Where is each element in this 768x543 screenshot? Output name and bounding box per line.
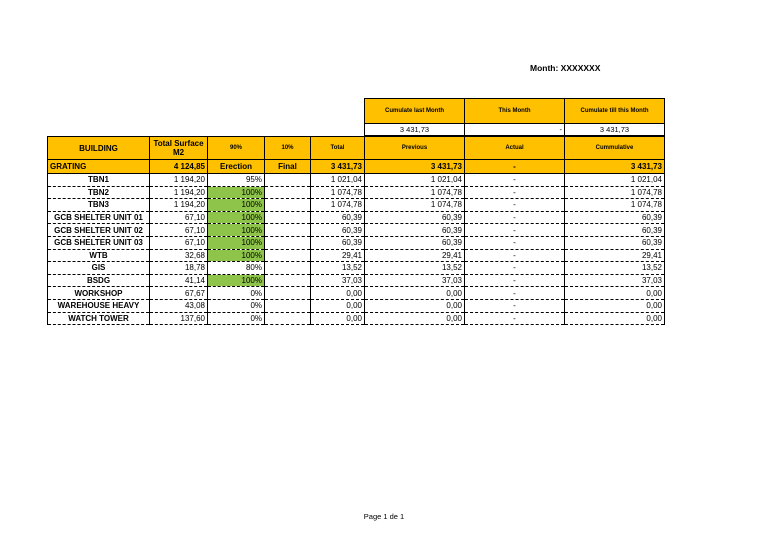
cumulative-cell: 60,39 [565, 236, 665, 249]
actual-cell: - [465, 224, 565, 237]
previous-header: Previous [365, 137, 465, 160]
percent-cell: 0% [208, 287, 265, 300]
percent-cell: 100% [208, 249, 265, 262]
actual-cell: - [465, 312, 565, 325]
progress-table [47, 136, 665, 325]
grating-cumulative: 3 431,73 [565, 160, 665, 174]
total-cell: 1 074,78 [311, 199, 365, 212]
grating-previous: 3 431,73 [365, 160, 465, 174]
surface-cell: 67,10 [150, 211, 208, 224]
empty-cell [265, 287, 311, 300]
surface-cell: 1 194,20 [150, 174, 208, 187]
empty-cell [265, 299, 311, 312]
summary-header-cell: This Month [465, 99, 565, 124]
previous-cell: 29,41 [365, 249, 465, 262]
empty-cell [265, 249, 311, 262]
percent-cell: 80% [208, 262, 265, 275]
actual-cell: - [465, 287, 565, 300]
percent-cell: 95% [208, 174, 265, 187]
surface-cell: 43,08 [150, 299, 208, 312]
surface-cell: 41,14 [150, 274, 208, 287]
pct90-header: 90% [208, 137, 265, 160]
summary-total-cell: 3 431,73 [565, 124, 665, 136]
actual-cell: - [465, 262, 565, 275]
summary-header-row [365, 99, 665, 124]
building-cell: WAREHOUSE HEAVY [48, 299, 150, 312]
total-cell: 0,00 [311, 312, 365, 325]
table-row [48, 199, 665, 212]
previous-cell: 37,03 [365, 274, 465, 287]
actual-cell: - [465, 236, 565, 249]
empty-cell [265, 211, 311, 224]
previous-cell: 13,52 [365, 262, 465, 275]
table-row [48, 287, 665, 300]
surface-cell: 32,68 [150, 249, 208, 262]
percent-cell: 100% [208, 236, 265, 249]
previous-cell: 0,00 [365, 312, 465, 325]
empty-cell [265, 174, 311, 187]
cumulative-cell: 60,39 [565, 224, 665, 237]
table-row [48, 186, 665, 199]
actual-cell: - [465, 249, 565, 262]
previous-cell: 1 074,78 [365, 186, 465, 199]
total-cell: 0,00 [311, 299, 365, 312]
building-cell: GCB SHELTER UNIT 01 [48, 211, 150, 224]
table-row [48, 174, 665, 187]
total-cell: 0,00 [311, 287, 365, 300]
month-label: Month: XXXXXXX [530, 63, 601, 73]
building-rows [48, 174, 665, 325]
grating-final: Final [265, 160, 311, 174]
actual-header: Actual [465, 137, 565, 160]
summary-total-cell: 3 431,73 [365, 124, 465, 136]
cumulative-cell: 37,03 [565, 274, 665, 287]
percent-cell: 100% [208, 186, 265, 199]
building-cell: BSDG [48, 274, 150, 287]
surface-header: Total Surface M2 [150, 137, 208, 160]
total-cell: 60,39 [311, 211, 365, 224]
total-cell: 13,52 [311, 262, 365, 275]
percent-cell: 0% [208, 312, 265, 325]
surface-cell: 67,10 [150, 224, 208, 237]
empty-cell [265, 186, 311, 199]
previous-cell: 1 021,04 [365, 174, 465, 187]
surface-cell: 18,78 [150, 262, 208, 275]
grating-label: GRATING [48, 160, 150, 174]
actual-cell: - [465, 211, 565, 224]
surface-cell: 1 194,20 [150, 186, 208, 199]
grating-total: 3 431,73 [311, 160, 365, 174]
total-cell: 60,39 [311, 224, 365, 237]
total-cell: 37,03 [311, 274, 365, 287]
building-cell: TBN2 [48, 186, 150, 199]
building-cell: GIS [48, 262, 150, 275]
cumulative-cell: 60,39 [565, 211, 665, 224]
previous-cell: 0,00 [365, 287, 465, 300]
building-cell: TBN3 [48, 199, 150, 212]
building-cell: WTB [48, 249, 150, 262]
percent-cell: 100% [208, 199, 265, 212]
percent-cell: 100% [208, 224, 265, 237]
previous-cell: 60,39 [365, 211, 465, 224]
pct10-header: 10% [265, 137, 311, 160]
surface-cell: 67,67 [150, 287, 208, 300]
table-row [48, 312, 665, 325]
total-cell: 1 021,04 [311, 174, 365, 187]
summary-header-cell: Cumulate till this Month [565, 99, 665, 124]
surface-cell: 1 194,20 [150, 199, 208, 212]
table-row [48, 224, 665, 237]
surface-cell: 137,60 [150, 312, 208, 325]
empty-cell [265, 199, 311, 212]
table-row [48, 262, 665, 275]
actual-cell: - [465, 174, 565, 187]
grating-actual: - [465, 160, 565, 174]
grating-erection: Erection [208, 160, 265, 174]
summary-header-cell: Cumulate last Month [365, 99, 465, 124]
total-cell: 1 074,78 [311, 186, 365, 199]
building-cell: GCB SHELTER UNIT 02 [48, 224, 150, 237]
previous-cell: 60,39 [365, 224, 465, 237]
cumulative-cell: 1 021,04 [565, 174, 665, 187]
surface-cell: 67,10 [150, 236, 208, 249]
building-header: BUILDING [48, 137, 150, 160]
cumulative-cell: 0,00 [565, 299, 665, 312]
grating-surface: 4 124,85 [150, 160, 208, 174]
cumulative-cell: 29,41 [565, 249, 665, 262]
previous-cell: 60,39 [365, 236, 465, 249]
cumulative-cell: 1 074,78 [565, 186, 665, 199]
table-row [48, 299, 665, 312]
table-header-row [48, 137, 665, 160]
empty-cell [265, 236, 311, 249]
empty-cell [265, 224, 311, 237]
previous-cell: 1 074,78 [365, 199, 465, 212]
percent-cell: 0% [208, 299, 265, 312]
cumulative-header: Cummulative [565, 137, 665, 160]
percent-cell: 100% [208, 211, 265, 224]
actual-cell: - [465, 186, 565, 199]
table-row [48, 236, 665, 249]
building-cell: GCB SHELTER UNIT 03 [48, 236, 150, 249]
building-cell: TBN1 [48, 174, 150, 187]
previous-cell: 0,00 [365, 299, 465, 312]
percent-cell: 100% [208, 274, 265, 287]
summary-total-cell: - [465, 124, 565, 136]
building-cell: WORKSHOP [48, 287, 150, 300]
grating-row [48, 160, 665, 174]
actual-cell: - [465, 274, 565, 287]
cumulative-cell: 0,00 [565, 287, 665, 300]
table-row [48, 274, 665, 287]
actual-cell: - [465, 299, 565, 312]
table-row [48, 249, 665, 262]
actual-cell: - [465, 199, 565, 212]
summary-total-row [365, 124, 665, 136]
cumulative-cell: 13,52 [565, 262, 665, 275]
page-number: Page 1 de 1 [363, 512, 405, 521]
cumulative-cell: 1 074,78 [565, 199, 665, 212]
empty-cell [265, 274, 311, 287]
total-cell: 29,41 [311, 249, 365, 262]
table-row [48, 211, 665, 224]
total-header: Total [311, 137, 365, 160]
empty-cell [265, 262, 311, 275]
cumulative-cell: 0,00 [565, 312, 665, 325]
cumulative-summary-table [364, 98, 665, 136]
empty-cell [265, 312, 311, 325]
total-cell: 60,39 [311, 236, 365, 249]
building-cell: WATCH TOWER [48, 312, 150, 325]
